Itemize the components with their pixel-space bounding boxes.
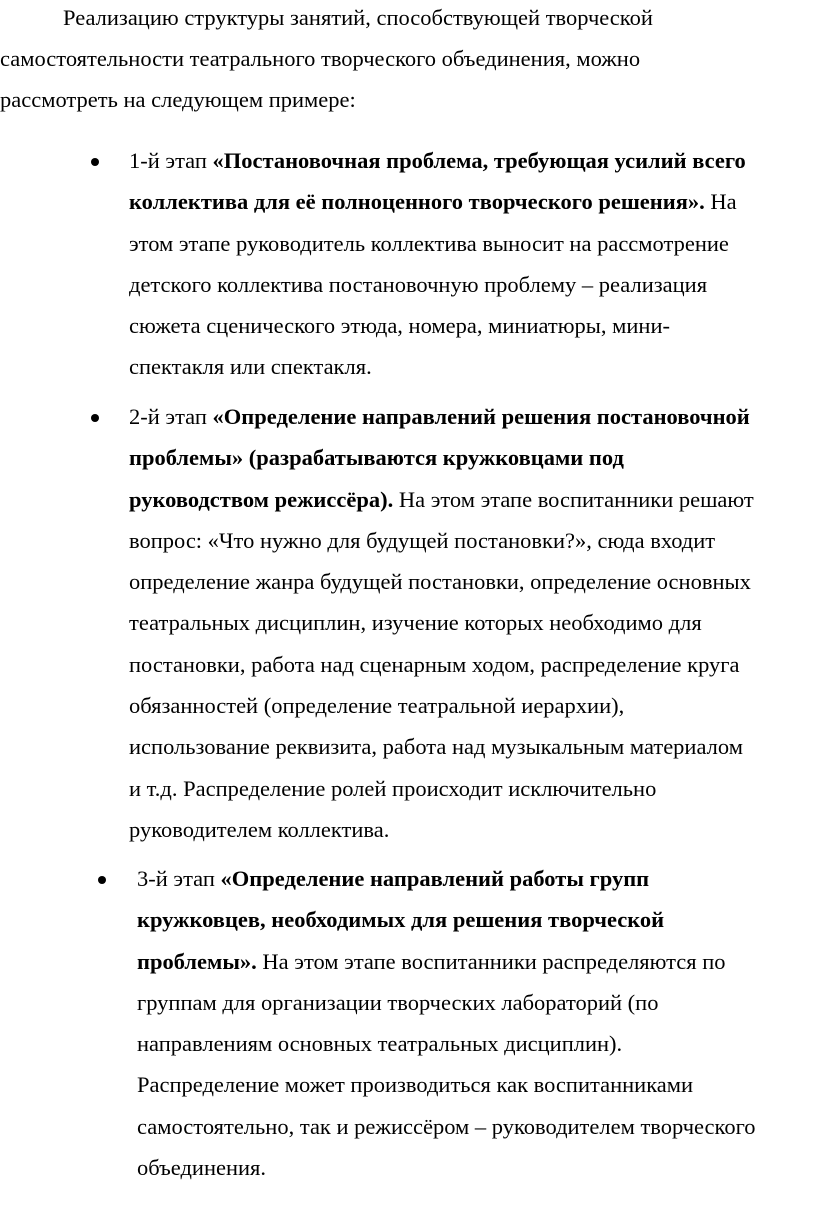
intro-line: рассмотреть на следующем примере: xyxy=(0,87,356,112)
text-line: направлениям основных театральных дисциплин). xyxy=(137,1031,623,1057)
text-line: определение жанра будущей постановки, определение основных xyxy=(129,569,751,595)
text-line xyxy=(129,437,816,478)
text-line: этом этапе руководитель коллектива выносит на рассмотрение xyxy=(129,230,729,256)
text-line: спектакля или спектакля. xyxy=(129,354,372,380)
text-line xyxy=(137,899,816,940)
text-line: обязанностей (определение театральной иерархии), xyxy=(129,693,625,719)
list-item-text xyxy=(129,140,816,388)
list-item-stage-3 xyxy=(0,858,816,1198)
stage-number: 3-й этап xyxy=(137,866,221,891)
text-line xyxy=(137,858,816,899)
list-item-stage-1 xyxy=(0,140,816,390)
stage-title: проблемы» (разрабатываются кружковцами под xyxy=(129,445,624,471)
text-line: вопрос: «Что нужно для будущей постановки?», сюда входит xyxy=(129,527,716,553)
text-line xyxy=(137,941,816,982)
bullet-icon xyxy=(91,414,99,422)
text-line: сюжета сценического этюда, номера, миниатюры, мини- xyxy=(129,313,671,339)
bullet-icon xyxy=(91,158,99,166)
list-item-stage-2 xyxy=(0,396,816,856)
text-line: Распределение может производиться как воспитанниками xyxy=(137,1072,694,1098)
stage-number: 1-й этап xyxy=(129,148,213,173)
stage-title: кружковцев, необходимых для решения творческой xyxy=(137,907,665,933)
text-line: руководителем коллектива. xyxy=(129,816,390,842)
text-line xyxy=(129,181,816,222)
text-line xyxy=(129,479,816,520)
stage-title: «Определение направлений решения постановочной xyxy=(212,404,750,429)
text-line: самостоятельно, так и режиссёром – руководителем творческого xyxy=(137,1113,756,1139)
stage-number: 2-й этап xyxy=(129,404,213,429)
text-line: группам для организации творческих лабораторий (по xyxy=(137,989,659,1015)
intro-line: Реализацию структуры занятий, способствующей творческой xyxy=(63,5,653,30)
text-line: использование реквизита, работа над музыкальным материалом xyxy=(129,734,743,760)
text-line: детского коллектива постановочную проблему – реализация xyxy=(129,271,708,297)
text-line xyxy=(129,140,816,181)
text-line xyxy=(129,396,816,437)
stage-title: «Постановочная проблема, требующая усилий всего xyxy=(212,148,746,173)
list-item-text xyxy=(137,858,816,1188)
stage-title: проблемы». xyxy=(137,948,257,974)
text-line: театральных дисциплин, изучение которых необходимо для xyxy=(129,610,702,636)
list-item-text xyxy=(129,396,816,850)
text-fragment: На этом этапе воспитанники решают xyxy=(393,486,754,512)
text-line: объединения. xyxy=(137,1155,267,1181)
stage-title: руководством режиссёра). xyxy=(129,486,394,512)
stage-title: коллектива для её полноценного творческого решения». xyxy=(129,189,705,215)
text-line: и т.д. Распределение ролей происходит исключительно xyxy=(129,775,657,801)
text-fragment: На xyxy=(704,189,737,215)
text-line: постановки, работа над сценарным ходом, распределение круга xyxy=(129,651,740,677)
text-fragment: На этом этапе воспитанники распределяются по xyxy=(256,948,726,974)
stage-title: «Определение направлений работы групп xyxy=(220,866,650,891)
intro-line: самостоятельности театрального творческого объединения, можно xyxy=(0,46,641,71)
bullet-icon xyxy=(98,876,106,884)
